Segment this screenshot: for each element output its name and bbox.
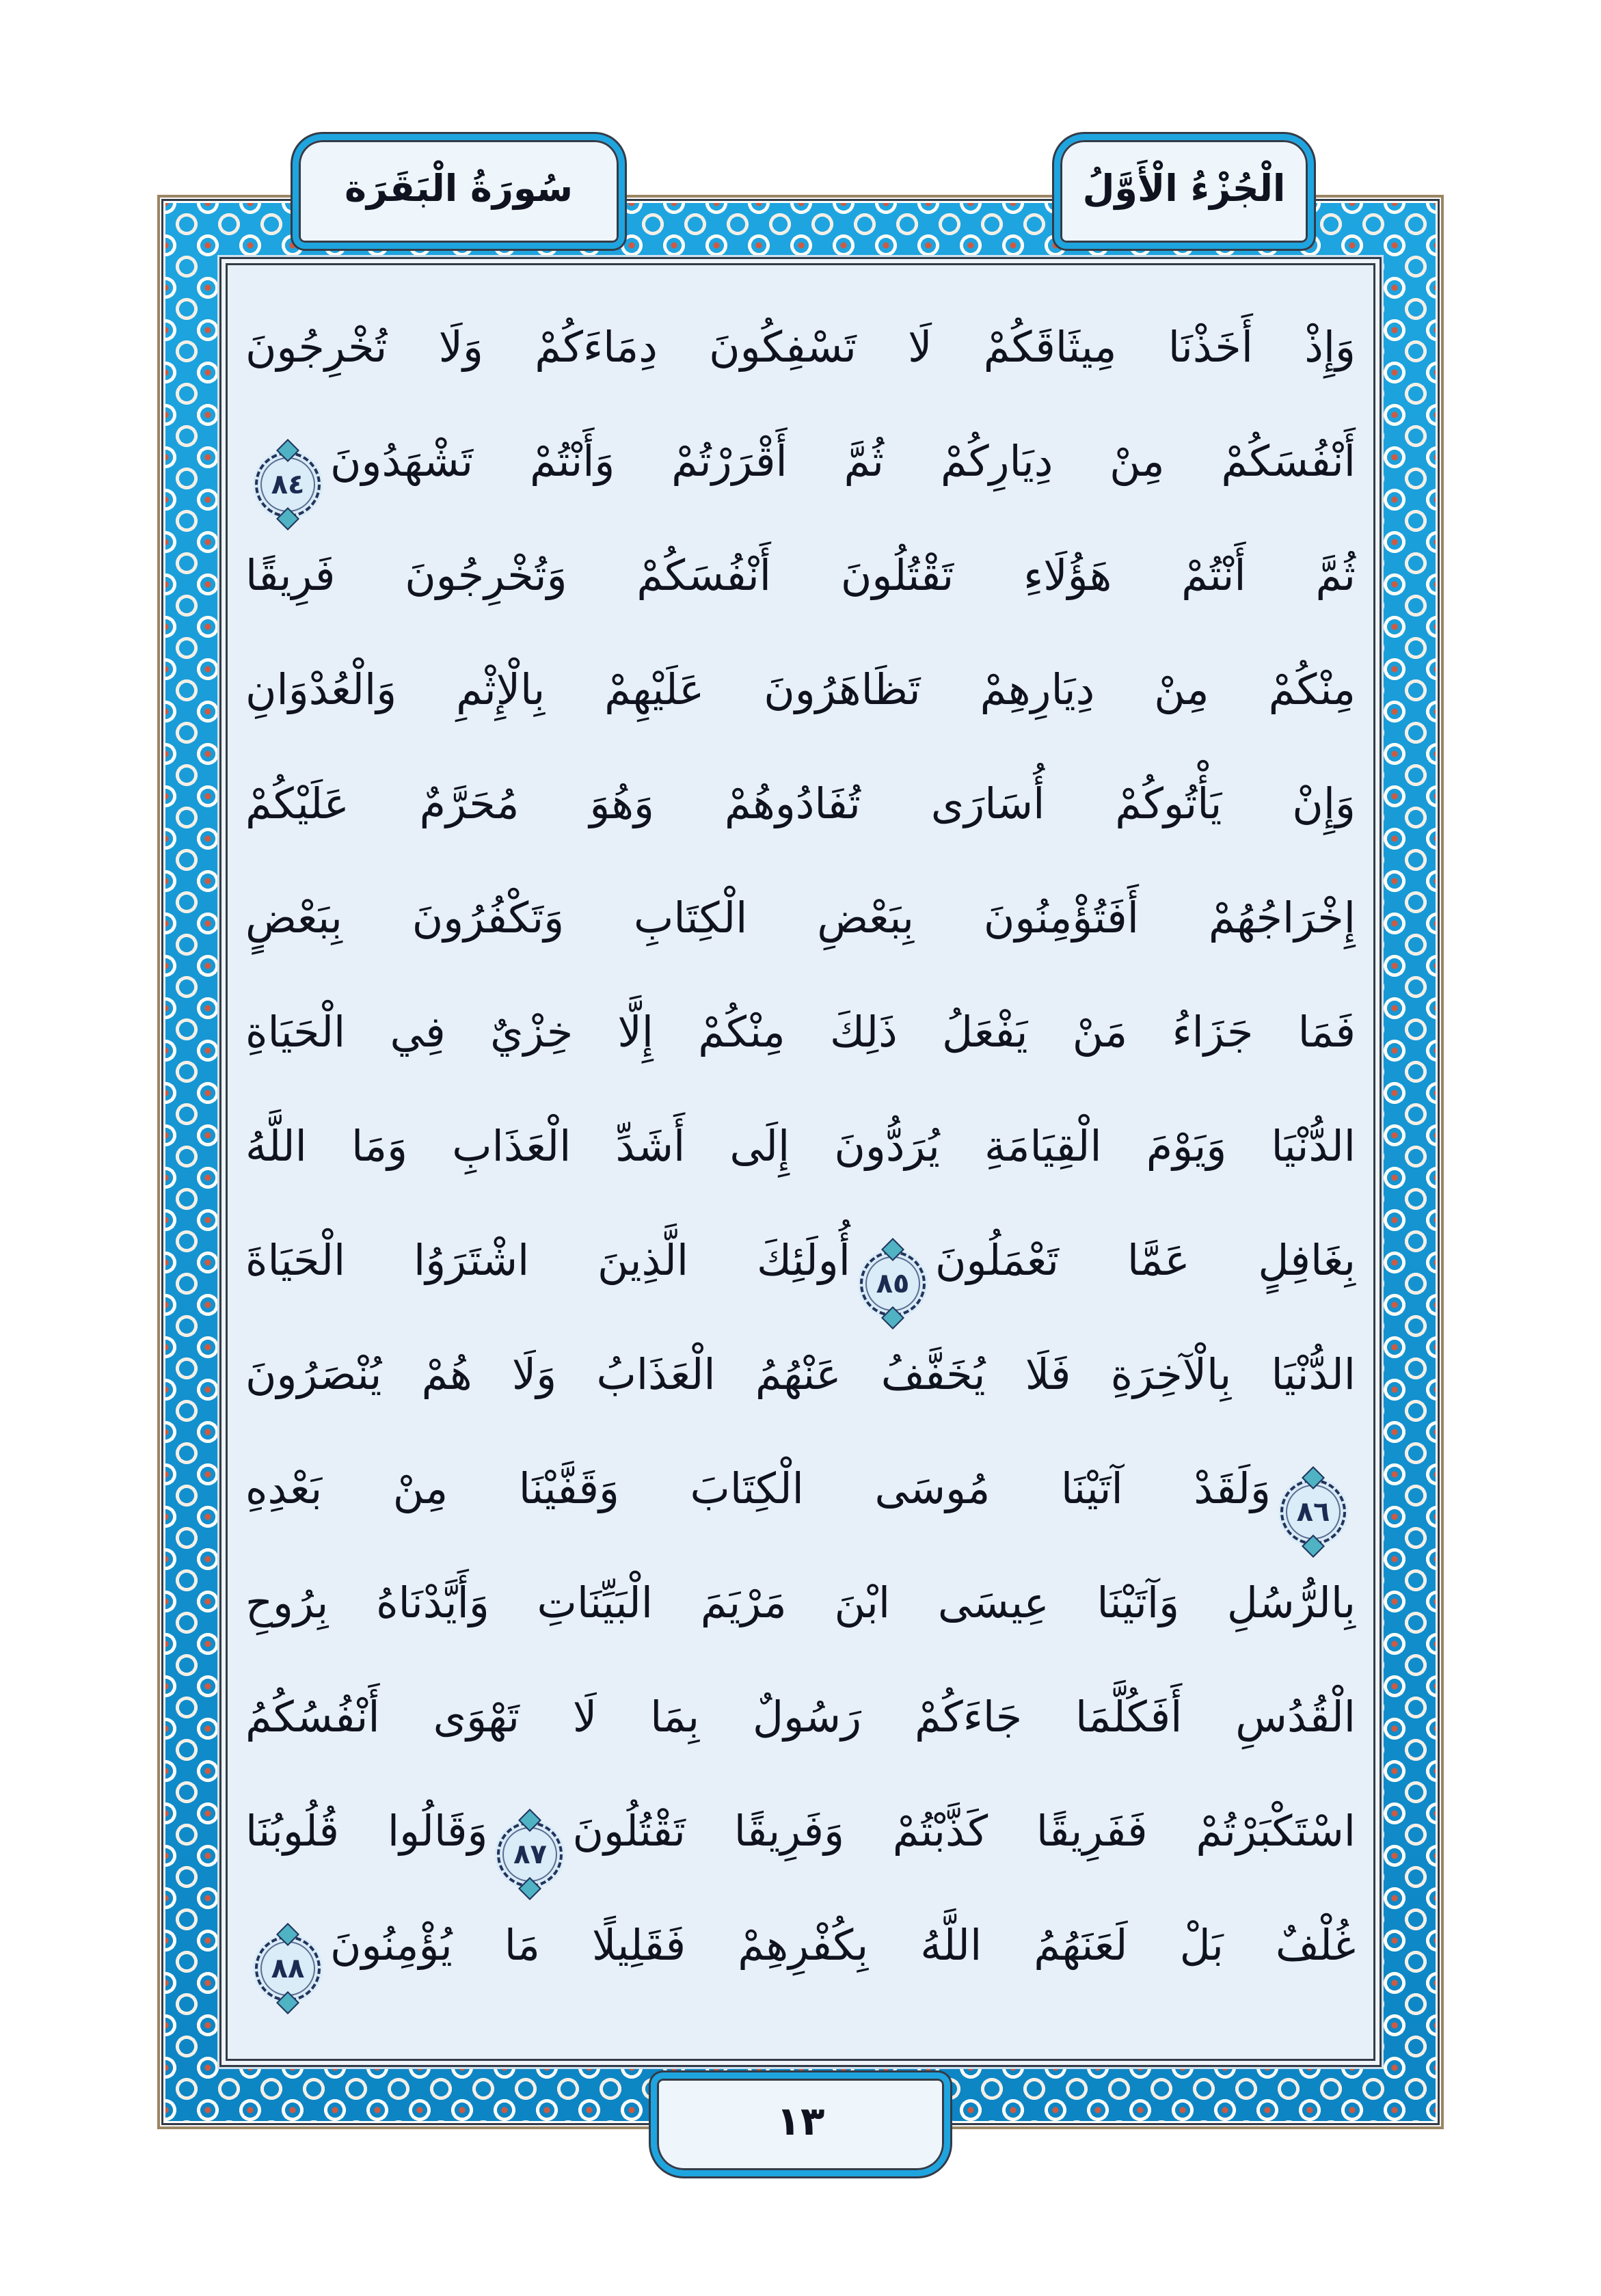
- quran-line: [245, 290, 1356, 404]
- quran-text-segment: غُلْفٌ بَلْ لَعَنَهُمُ اللَّهُ بِكُفْرِهِمْ فَقَلِيلًا مَا يُؤْمِنُونَ: [330, 1920, 1356, 1970]
- quran-line: [245, 1774, 1356, 1888]
- quran-text-segment: الدُّنْيَا بِالْآخِرَةِ فَلَا يُخَفَّفُ عَنْهُمُ الْعَذَابُ وَلَا هُمْ يُنْصَرُونَ: [245, 1349, 1356, 1399]
- quran-text-segment: وَإِذْ أَخَذْنَا مِيثَاقَكُمْ لَا تَسْفِكُونَ دِمَاءَكُمْ وَلَا تُخْرِجُونَ: [245, 322, 1356, 372]
- verse-number: ٨٥: [876, 1268, 910, 1299]
- page-number-label: ١٣: [776, 2098, 825, 2144]
- quran-line: [245, 1431, 1356, 1545]
- quran-line: [245, 1660, 1356, 1774]
- quran-line: [245, 975, 1356, 1089]
- quran-text-segment: وَإِنْ يَأْتُوكُمْ أُسَارَى تُفَادُوهُمْ وَهُوَ مُحَرَّمٌ عَلَيْكُمْ: [245, 779, 1356, 828]
- verse-marker: [255, 452, 321, 517]
- text-panel: [226, 263, 1375, 2061]
- page-number-tab: [651, 2072, 950, 2176]
- quran-text-segment: بِالرُّسُلِ وَآتَيْنَا عِيسَى ابْنَ مَرْيَمَ الْبَيِّنَاتِ وَأَيَّدْنَاهُ بِرُوحِ: [245, 1578, 1356, 1628]
- quran-text-segment: الْقُدُسِ أَفَكُلَّمَا جَاءَكُمْ رَسُولٌ بِمَا لَا تَهْوَى أَنْفُسُكُمُ: [245, 1692, 1356, 1742]
- verse-marker: [1280, 1479, 1346, 1545]
- verse-marker: [860, 1251, 926, 1316]
- quran-line: [245, 404, 1356, 518]
- quran-line: [245, 746, 1356, 861]
- verse-number: ٨٤: [271, 469, 305, 500]
- juz-name-label: الْجُزْءُ الْأَوَّلُ: [1082, 166, 1286, 210]
- verse-number: ٨٦: [1296, 1496, 1330, 1528]
- quran-line: [245, 1317, 1356, 1431]
- quran-line: [245, 1089, 1356, 1203]
- quran-line: [245, 1203, 1356, 1317]
- quran-text-segment: اسْتَكْبَرْتُمْ فَفَرِيقًا كَذَّبْتُمْ وَفَرِيقًا تَقْتُلُونَ: [572, 1806, 1356, 1856]
- quran-line: [245, 861, 1356, 975]
- verse-number: ٨٨: [271, 1953, 305, 1984]
- quran-text-segment: ثُمَّ أَنْتُمْ هَؤُلَاءِ تَقْتُلُونَ أَنْفُسَكُمْ وَتُخْرِجُونَ فَرِيقًا: [245, 550, 1356, 600]
- quran-text-segment: بِغَافِلٍ عَمَّا تَعْمَلُونَ: [934, 1235, 1356, 1285]
- quran-text-segment: الدُّنْيَا وَيَوْمَ الْقِيَامَةِ يُرَدُّونَ إِلَى أَشَدِّ الْعَذَابِ وَمَا اللَّهُ: [245, 1121, 1356, 1171]
- quran-line: [245, 1545, 1356, 1660]
- verse-marker: [497, 1822, 563, 1887]
- quran-text-area: [245, 290, 1356, 2059]
- verse-marker: [255, 1936, 321, 2001]
- quran-text-segment: وَلَقَدْ آتَيْنَا مُوسَى الْكِتَابَ وَقَفَّيْنَا مِنْ بَعْدِهِ: [245, 1463, 1271, 1513]
- verse-number: ٨٧: [513, 1839, 547, 1870]
- quran-text-segment: إِخْرَاجُهُمْ أَفَتُؤْمِنُونَ بِبَعْضِ الْكِتَابِ وَتَكْفُرُونَ بِبَعْضٍ: [245, 893, 1356, 943]
- quran-text-segment: أَنْفُسَكُمْ مِنْ دِيَارِكُمْ ثُمَّ أَقْرَرْتُمْ وَأَنْتُمْ تَشْهَدُونَ: [330, 436, 1356, 486]
- border-frame: [157, 195, 1444, 2129]
- quran-text-segment: وَقَالُوا قُلُوبُنَا: [245, 1806, 488, 1856]
- ornamental-border-band: [165, 203, 1436, 2121]
- frame-inner-line: [161, 199, 1440, 2125]
- surah-name-label: سُورَةُ الْبَقَرَة: [345, 166, 573, 210]
- surah-name-tab: [293, 134, 625, 249]
- quran-line: [245, 518, 1356, 632]
- quran-text-segment: مِنْكُمْ مِنْ دِيَارِهِمْ تَظَاهَرُونَ عَلَيْهِمْ بِالْإِثْمِ وَالْعُدْوَانِ: [245, 664, 1356, 714]
- quran-text-segment: أُولَئِكَ الَّذِينَ اشْتَرَوُا الْحَيَاةَ: [245, 1235, 850, 1285]
- quran-line: [245, 1888, 1356, 2002]
- juz-name-tab: [1054, 134, 1314, 249]
- quran-line: [245, 632, 1356, 746]
- quran-text-segment: فَمَا جَزَاءُ مَنْ يَفْعَلُ ذَلِكَ مِنْكُمْ إِلَّا خِزْيٌ فِي الْحَيَاةِ: [245, 1007, 1356, 1057]
